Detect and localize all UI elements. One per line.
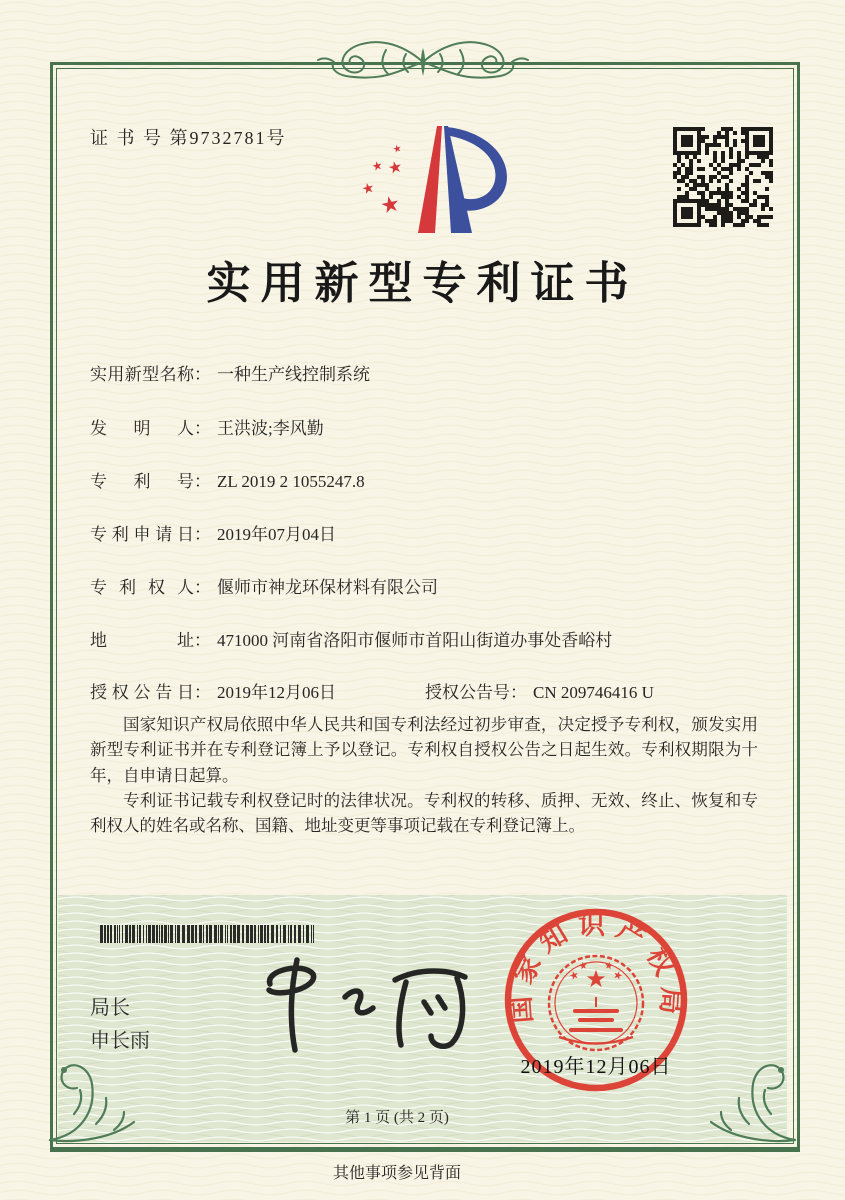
field-label: 专 利 申 请 日 [90,525,194,544]
field-label: 专 利 权 人 [90,578,194,597]
cnipa-logo [338,112,518,238]
qr-code [673,127,773,227]
field-value: 2019年07月04日 [217,525,336,544]
bottom-left-flourish-ornament [44,1050,144,1145]
legal-paragraph: 专利证书记载专利权登记时的法律状况。专利权的转移、质押、无效、终止、恢复和专利权人的姓名或名称、国籍、地址变更等事项记载在专利登记簿上。 [90,790,758,836]
field-row-inventor: 发 明 人 ： 王洪波;李风勤 [90,414,324,439]
svg-text:★: ★ [567,967,581,984]
officer-name: 申长雨 [90,1030,150,1052]
logo-star-icon: ★ [386,156,405,179]
field-row-patentee: 专 利 权 人 ： 偃师市神龙环保材料有限公司 [90,573,438,598]
field-grant-publication-number: 授权公告号： CN 209746416 U [425,683,654,702]
field-label: 地 址 [90,631,194,650]
logo-star-icon: ★ [391,143,404,156]
logo-blue-wedge [444,126,472,233]
svg-text:★: ★ [585,965,607,993]
field-row-filing-date: 专 利 申 请 日 ： 2019年07月04日 [90,520,336,545]
field-label: 授 权 公 告 日 [90,683,194,702]
field-value: CN 209746416 U [533,683,654,702]
officer-signature [225,942,475,1067]
certificate-number: 证 书 号 第9732781号 [90,128,287,148]
certificate-title: 实用新型专利证书 [206,259,639,308]
field-label: 实 用 新 型 名 称 [90,365,194,384]
field-label: 专 利 号 [90,472,194,491]
svg-text:★: ★ [603,960,615,973]
logo-star-icon: ★ [370,157,385,175]
logo-red-wedge [418,126,442,233]
officer-title: 局长 [90,997,130,1019]
legal-paragraph: 国家知识产权局依照中华人民共和国专利法经过初步审查，决定授予专利权，颁发实用新型专利证书并在专利登记簿上予以登记。专利权自授权公告之日起生效。专利权期限为十年，自申请日起算。 [90,715,758,785]
official-seal [471,875,721,1125]
back-note: 其他事项参见背面 [332,1165,461,1182]
svg-text:★: ★ [577,960,589,973]
svg-text:★: ★ [611,967,625,984]
seal-agency-text: 国家知识产权局 [504,909,688,1025]
seal-date: 2019年12月06日 [520,1056,672,1078]
page-indicator: 第 1 页 (共 2 页) [345,1110,449,1126]
top-flourish-ornament [288,30,558,94]
field-value: 一种生产线控制系统 [217,365,370,384]
field-row-patent-number: 专 利 号 ： ZL 2019 2 1055247.8 [90,467,365,492]
field-value: 王洪波;李风勤 [217,419,324,438]
field-row-address: 地 址 ： 471000 河南省洛阳市偃师市首阳山街道办事处香峪村 [90,626,612,651]
field-value: 2019年12月06日 [217,683,336,702]
national-emblem-icon [549,956,643,1050]
field-value: 偃师市神龙环保材料有限公司 [217,578,438,597]
logo-star-icon: ★ [360,179,377,199]
field-value: 471000 河南省洛阳市偃师市首阳山街道办事处香峪村 [217,631,613,650]
field-row-grant-date: 授 权 公 告 日 ： 2019年12月06日 授权公告号： CN 209746416 U [90,678,757,703]
legal-text [90,712,758,838]
field-label: 发 明 人 [90,419,194,438]
field-value: ZL 2019 2 1055247.8 [217,472,365,491]
field-row-utility-name: 实 用 新 型 名 称 ： 一种生产线控制系统 [90,360,370,385]
field-label: 授权公告号 [425,683,510,702]
barcode [100,925,318,943]
logo-star-icon: ★ [378,191,403,220]
officer-block [90,992,150,1058]
